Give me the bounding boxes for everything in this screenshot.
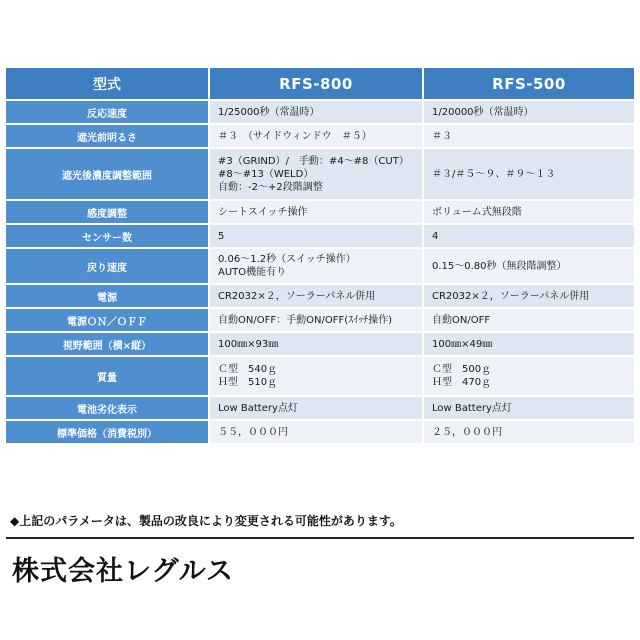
header-model-rfs500: RFS-500 [423, 67, 635, 100]
value-line: 100㎜×49㎜ [432, 338, 493, 350]
row-label: 戻り速度 [5, 248, 209, 284]
value-line: Low Battery点灯 [218, 402, 298, 414]
rfs800-value [209, 224, 423, 248]
rfs500-value [423, 124, 635, 148]
row-label: 電源 [5, 284, 209, 308]
rfs800-value [209, 284, 423, 308]
table-row [5, 284, 635, 308]
value-line: ２５，０００円 [432, 426, 502, 438]
rfs500-value [423, 396, 635, 420]
table-row [5, 332, 635, 356]
value-line: 0.06～1.2秒（スイッチ操作） [218, 254, 356, 265]
row-label: 質量 [5, 356, 209, 396]
value-line: Ｃ型 500ｇ [432, 364, 492, 375]
value-line: ボリューム式無段階 [432, 206, 522, 218]
row-label: 電源ＯＮ／ＯＦＦ [5, 308, 209, 332]
company-name: 株式会社レグルス [12, 556, 234, 587]
row-label: 反応速度 [5, 100, 209, 124]
value-line: ＃３/＃５～９、＃９～１３ [432, 168, 556, 180]
rfs800-value [209, 124, 423, 148]
spec-table [4, 66, 636, 445]
rfs800-value [209, 148, 423, 200]
value-line: Ｃ型 540ｇ [218, 364, 278, 375]
rfs500-value [423, 356, 635, 396]
value-line: 1/25000秒（常温時） [218, 106, 320, 118]
table-header-row [5, 67, 635, 100]
header-type: 型式 [5, 67, 209, 100]
rfs800-value [209, 248, 423, 284]
table-row [5, 356, 635, 396]
rfs500-value [423, 100, 635, 124]
row-label: 遮光後濃度調整範囲 [5, 148, 209, 200]
value-line: 5 [218, 230, 225, 242]
value-line: ＃３ （サイドウィンドウ ＃５） [218, 130, 372, 142]
row-label: センサー数 [5, 224, 209, 248]
divider [6, 537, 634, 539]
rfs800-value [209, 100, 423, 124]
rfs800-value [209, 396, 423, 420]
rfs800-value [209, 308, 423, 332]
rfs800-value [209, 200, 423, 224]
table-row [5, 100, 635, 124]
row-label: 視野範囲（横×縦） [5, 332, 209, 356]
rfs500-value [423, 224, 635, 248]
value-line: 4 [432, 230, 439, 242]
table-row [5, 420, 635, 444]
rfs500-value [423, 148, 635, 200]
rfs500-value [423, 248, 635, 284]
value-line: 1/20000秒（常温時） [432, 106, 534, 118]
value-line: CR2032×２，ソーラーパネル併用 [432, 290, 590, 302]
value-line: Ｈ型 510ｇ [218, 377, 278, 388]
value-line: Ｈ型 470ｇ [432, 377, 492, 388]
value-line: ５５，０００円 [218, 426, 288, 438]
value-line: 0.15～0.80秒（無段階調整） [432, 260, 567, 272]
value-line: AUTO機能有り [218, 267, 287, 278]
row-label: 電池劣化表示 [5, 396, 209, 420]
rfs500-value [423, 420, 635, 444]
disclaimer-notice: ◆上記のパラメータは、製品の改良により変更される可能性があります。 [10, 514, 402, 528]
rfs500-value [423, 308, 635, 332]
value-line: 100㎜×93㎜ [218, 338, 279, 350]
rfs800-value [209, 356, 423, 396]
row-label: 遮光前明るさ [5, 124, 209, 148]
row-label: 感度調整 [5, 200, 209, 224]
value-line: #8～#13（WELD） [218, 168, 314, 180]
table-row [5, 308, 635, 332]
rfs800-value [209, 332, 423, 356]
value-line: シートスイッチ操作 [218, 206, 308, 218]
table-row [5, 224, 635, 248]
table-row [5, 396, 635, 420]
value-line: Low Battery点灯 [432, 402, 512, 414]
value-line: ＃３ [432, 130, 452, 142]
header-model-rfs800: RFS-800 [209, 67, 423, 100]
rfs500-value [423, 332, 635, 356]
value-line: 自動ON/OFF [432, 314, 491, 326]
rfs500-value [423, 284, 635, 308]
value-line: #3（GRIND）/ 手動：#4～#8（CUT） [218, 155, 409, 167]
value-line: 自動ON/OFF：手動ON/OFF(ｽｲｯﾁ操作) [218, 314, 392, 326]
table-row [5, 148, 635, 200]
row-label: 標準価格（消費税別） [5, 420, 209, 444]
table-row [5, 124, 635, 148]
rfs500-value [423, 200, 635, 224]
value-line: CR2032×２，ソーラーパネル併用 [218, 290, 376, 302]
table-row [5, 200, 635, 224]
table-row [5, 248, 635, 284]
rfs800-value [209, 420, 423, 444]
value-line: 自動：-2～+2段階調整 [218, 181, 323, 193]
